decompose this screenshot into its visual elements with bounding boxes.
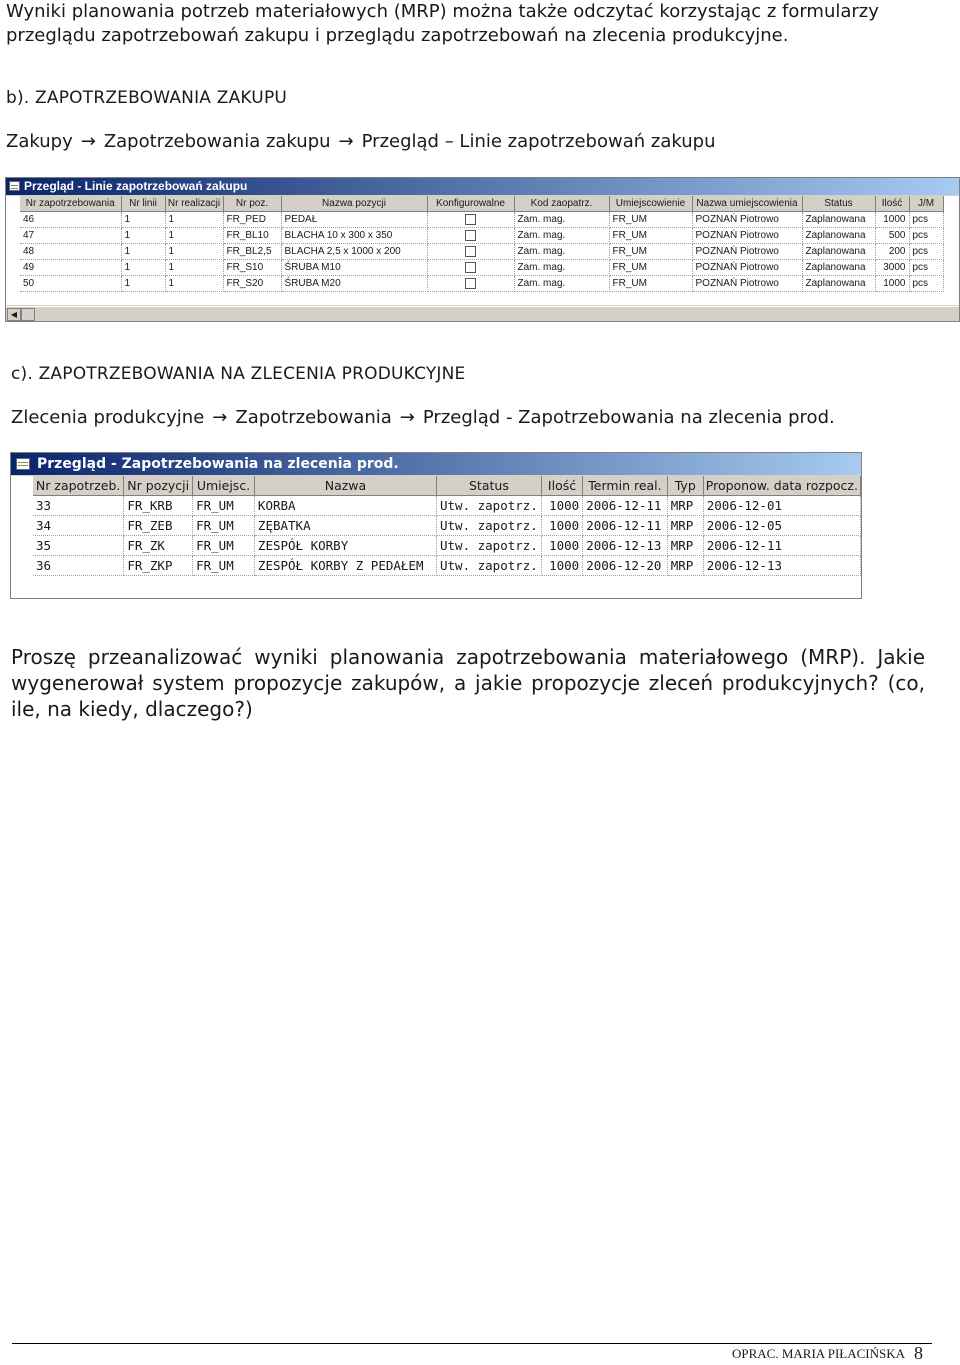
table-cell[interactable]: KORBA bbox=[254, 496, 436, 516]
table-cell[interactable]: Zaplanowana bbox=[802, 212, 875, 228]
configurable-cell[interactable] bbox=[427, 276, 514, 292]
table-cell[interactable]: 1000 bbox=[541, 496, 582, 516]
table-cell[interactable]: 3000 bbox=[875, 260, 909, 276]
column-header[interactable]: Nr zapotrzebowania bbox=[20, 196, 121, 212]
table-cell[interactable]: 33 bbox=[33, 496, 124, 516]
table-cell[interactable]: MRP bbox=[667, 536, 703, 556]
column-header[interactable]: Status bbox=[802, 196, 875, 212]
table-cell[interactable]: 47 bbox=[20, 228, 121, 244]
table-cell[interactable]: FR_UM bbox=[609, 228, 692, 244]
table-cell[interactable]: 500 bbox=[875, 228, 909, 244]
table-cell[interactable]: Zam. mag. bbox=[514, 212, 609, 228]
table-row[interactable] bbox=[33, 536, 861, 556]
arrow-icon: → bbox=[399, 407, 415, 428]
section-b-heading: b). ZAPOTRZEBOWANIA ZAKUPU bbox=[6, 88, 288, 108]
table-cell[interactable]: 46 bbox=[20, 212, 121, 228]
table-cell[interactable]: ZESPÓŁ KORBY bbox=[254, 536, 436, 556]
table-cell[interactable]: 1 bbox=[121, 212, 165, 228]
table-cell[interactable]: Zaplanowana bbox=[802, 228, 875, 244]
table-cell[interactable]: FR_ZKP bbox=[124, 556, 193, 576]
table-cell[interactable]: 50 bbox=[20, 276, 121, 292]
configurable-checkbox[interactable] bbox=[465, 262, 476, 273]
table-cell[interactable]: Zam. mag. bbox=[514, 244, 609, 260]
configurable-checkbox[interactable] bbox=[465, 230, 476, 241]
table-cell[interactable]: 1 bbox=[165, 260, 223, 276]
table-cell[interactable]: 34 bbox=[33, 516, 124, 536]
table-cell[interactable]: 1 bbox=[165, 244, 223, 260]
table-cell[interactable]: 2006-12-11 bbox=[583, 516, 668, 536]
table-cell[interactable]: FR_BL10 bbox=[223, 228, 281, 244]
table-cell[interactable]: Zaplanowana bbox=[802, 260, 875, 276]
table-cell[interactable]: POZNAŃ Piotrowo bbox=[692, 212, 802, 228]
table-cell[interactable]: 2006-12-20 bbox=[583, 556, 668, 576]
path-step: Przegląd – Linie zapotrzebowań zakupu bbox=[361, 131, 716, 152]
table-cell[interactable]: 2006-12-01 bbox=[703, 496, 860, 516]
table-cell[interactable]: pcs bbox=[909, 276, 943, 292]
table-cell[interactable]: FR_UM bbox=[193, 536, 255, 556]
window-form-icon bbox=[16, 458, 30, 470]
window-titlebar[interactable] bbox=[6, 178, 959, 195]
column-header[interactable]: Nr pozycji bbox=[124, 476, 193, 496]
column-header[interactable]: Termin real. bbox=[583, 476, 668, 496]
horizontal-scrollbar[interactable] bbox=[6, 306, 959, 321]
question-paragraph: Proszę przeanalizować wyniki planowania zapotrzebowania materiałowego (MRP). Jakie wygenerował system propozycje zakupów, a jakie propozycje zleceń produkcyjnych? (co, ile, na kiedy, dlaczego?) bbox=[11, 645, 925, 721]
column-header[interactable]: Typ bbox=[667, 476, 703, 496]
table-cell[interactable]: 2006-12-11 bbox=[703, 536, 860, 556]
production-requirements-table bbox=[33, 476, 861, 576]
table-cell[interactable]: 1000 bbox=[875, 276, 909, 292]
production-requirements-window bbox=[10, 452, 862, 599]
path-step: Zapotrzebowania bbox=[235, 407, 392, 428]
column-header[interactable]: Umiejscowienie bbox=[609, 196, 692, 212]
table-row[interactable] bbox=[33, 516, 861, 536]
table-cell[interactable]: 1000 bbox=[541, 536, 582, 556]
configurable-checkbox[interactable] bbox=[465, 278, 476, 289]
table-cell[interactable]: 1 bbox=[121, 260, 165, 276]
table-cell[interactable]: POZNAŃ Piotrowo bbox=[692, 260, 802, 276]
table-cell[interactable]: POZNAŃ Piotrowo bbox=[692, 276, 802, 292]
table-cell[interactable]: POZNAŃ Piotrowo bbox=[692, 228, 802, 244]
footer-author: OPRAC. MARIA PIŁACIŃSKA bbox=[732, 1346, 905, 1361]
table-cell[interactable]: 48 bbox=[20, 244, 121, 260]
column-header[interactable]: Ilość bbox=[875, 196, 909, 212]
table-cell[interactable]: 1000 bbox=[541, 556, 582, 576]
table-cell[interactable]: FR_ZK bbox=[124, 536, 193, 556]
table-cell[interactable]: 49 bbox=[20, 260, 121, 276]
table-cell[interactable]: 2006-12-13 bbox=[583, 536, 668, 556]
table-cell[interactable]: FR_S10 bbox=[223, 260, 281, 276]
column-header[interactable]: Umiejsc. bbox=[193, 476, 255, 496]
table-cell[interactable]: Zam. mag. bbox=[514, 260, 609, 276]
section-c-heading: c). ZAPOTRZEBOWANIA NA ZLECENIA PRODUKCYJNE bbox=[11, 364, 466, 384]
table-cell[interactable]: 35 bbox=[33, 536, 124, 556]
table-cell[interactable]: Zam. mag. bbox=[514, 276, 609, 292]
configurable-cell[interactable] bbox=[427, 260, 514, 276]
table-cell[interactable]: BLACHA 2,5 x 1000 x 200 bbox=[281, 244, 427, 260]
table-cell[interactable]: BLACHA 10 x 300 x 350 bbox=[281, 228, 427, 244]
table-cell[interactable]: 1 bbox=[121, 276, 165, 292]
arrow-icon: → bbox=[212, 407, 228, 428]
table-cell[interactable]: ZESPÓŁ KORBY Z PEDAŁEM bbox=[254, 556, 436, 576]
page-number: 8 bbox=[914, 1343, 923, 1363]
table-cell[interactable]: Zaplanowana bbox=[802, 244, 875, 260]
table-cell[interactable]: Zam. mag. bbox=[514, 228, 609, 244]
window-title: Przegląd - Linie zapotrzebowań zakupu bbox=[24, 179, 248, 193]
table-cell[interactable]: Utw. zapotrz. bbox=[437, 496, 542, 516]
column-header[interactable]: Nr linii bbox=[121, 196, 165, 212]
column-header[interactable]: Ilość bbox=[541, 476, 582, 496]
table-cell[interactable]: MRP bbox=[667, 516, 703, 536]
section-c-menu-path bbox=[11, 407, 835, 428]
configurable-cell[interactable] bbox=[427, 228, 514, 244]
table-cell[interactable]: FR_UM bbox=[609, 244, 692, 260]
table-cell[interactable]: 1 bbox=[165, 276, 223, 292]
table-cell[interactable]: 1000 bbox=[541, 516, 582, 536]
table-cell[interactable]: Utw. zapotrz. bbox=[437, 536, 542, 556]
table-cell[interactable]: pcs bbox=[909, 212, 943, 228]
configurable-cell[interactable] bbox=[427, 244, 514, 260]
table-header-row bbox=[33, 476, 861, 496]
grid-area bbox=[11, 476, 861, 598]
window-form-icon bbox=[9, 181, 20, 191]
table-cell[interactable]: pcs bbox=[909, 244, 943, 260]
purchase-requirements-table bbox=[20, 196, 944, 292]
table-cell[interactable]: FR_UM bbox=[609, 276, 692, 292]
table-cell[interactable]: POZNAŃ Piotrowo bbox=[692, 244, 802, 260]
path-step: Zlecenia produkcyjne bbox=[11, 407, 205, 428]
configurable-checkbox[interactable] bbox=[465, 246, 476, 257]
intro-paragraph: Wyniki planowania potrzeb materiałowych (MRP) można także odczytać korzystając z formularzy przeglądu zapotrzebowań zakupu i przeglądu zapotrzebowań na zlecenia produkcyjne. bbox=[6, 1, 879, 46]
table-cell[interactable]: 2006-12-11 bbox=[583, 496, 668, 516]
table-cell[interactable]: MRP bbox=[667, 556, 703, 576]
table-cell[interactable]: FR_ZEB bbox=[124, 516, 193, 536]
table-cell[interactable]: 200 bbox=[875, 244, 909, 260]
table-header-row bbox=[20, 196, 943, 212]
table-cell[interactable]: 2006-12-05 bbox=[703, 516, 860, 536]
arrow-icon: → bbox=[338, 131, 354, 152]
table-cell[interactable]: FR_UM bbox=[193, 556, 255, 576]
column-header[interactable]: Nazwa pozycji bbox=[281, 196, 427, 212]
table-cell[interactable]: FR_KRB bbox=[124, 496, 193, 516]
table-cell[interactable]: ŚRUBA M10 bbox=[281, 260, 427, 276]
table-cell[interactable]: 1 bbox=[121, 244, 165, 260]
table-cell[interactable]: FR_BL2,5 bbox=[223, 244, 281, 260]
window-title: Przegląd - Zapotrzebowania na zlecenia prod. bbox=[37, 456, 399, 472]
path-step: Zapotrzebowania zakupu bbox=[103, 131, 331, 152]
table-cell[interactable]: FR_UM bbox=[609, 260, 692, 276]
table-cell[interactable]: 1000 bbox=[875, 212, 909, 228]
table-cell[interactable]: FR_UM bbox=[193, 496, 255, 516]
table-cell[interactable]: FR_PED bbox=[223, 212, 281, 228]
table-cell[interactable]: FR_UM bbox=[609, 212, 692, 228]
table-row[interactable] bbox=[20, 260, 943, 276]
path-step: Przegląd - Zapotrzebowania na zlecenia prod. bbox=[422, 407, 835, 428]
table-cell[interactable]: 1 bbox=[165, 228, 223, 244]
column-header[interactable]: Status bbox=[437, 476, 542, 496]
table-cell[interactable]: PEDAŁ bbox=[281, 212, 427, 228]
column-header[interactable]: Nazwa bbox=[254, 476, 436, 496]
column-header[interactable]: Nazwa umiejscowienia bbox=[692, 196, 802, 212]
column-header[interactable]: J/M bbox=[909, 196, 943, 212]
table-cell[interactable]: MRP bbox=[667, 496, 703, 516]
table-cell[interactable]: pcs bbox=[909, 260, 943, 276]
table-cell[interactable]: ZĘBATKA bbox=[254, 516, 436, 536]
table-row[interactable] bbox=[20, 228, 943, 244]
purchase-requirements-window bbox=[5, 177, 960, 322]
table-row-selected[interactable] bbox=[33, 556, 861, 576]
scroll-thumb[interactable] bbox=[21, 308, 35, 321]
table-row[interactable] bbox=[20, 244, 943, 260]
table-cell[interactable]: 1 bbox=[165, 212, 223, 228]
table-cell[interactable]: FR_UM bbox=[193, 516, 255, 536]
column-header[interactable]: Nr zapotrzeb. bbox=[33, 476, 124, 496]
column-header[interactable]: Nr poz. bbox=[223, 196, 281, 212]
column-header[interactable]: Kod zaopatrz. bbox=[514, 196, 609, 212]
table-cell[interactable]: 36 bbox=[33, 556, 124, 576]
table-cell[interactable]: Utw. zapotrz. bbox=[437, 516, 542, 536]
table-cell[interactable]: ŚRUBA M20 bbox=[281, 276, 427, 292]
arrow-icon: → bbox=[80, 131, 96, 152]
window-titlebar[interactable] bbox=[11, 453, 861, 475]
column-header[interactable]: Proponow. data rozpocz. bbox=[703, 476, 860, 496]
configurable-cell[interactable] bbox=[427, 212, 514, 228]
scroll-left-icon[interactable]: ◀ bbox=[7, 308, 21, 321]
section-b-menu-path bbox=[6, 131, 715, 152]
table-cell[interactable]: FR_S20 bbox=[223, 276, 281, 292]
table-row[interactable] bbox=[33, 496, 861, 516]
path-step: Zakupy bbox=[6, 131, 73, 152]
table-row[interactable] bbox=[20, 212, 943, 228]
table-cell[interactable]: Utw. zapotrz. bbox=[437, 556, 542, 576]
table-cell[interactable]: 2006-12-13 bbox=[703, 556, 860, 576]
table-row-selected[interactable] bbox=[20, 276, 943, 292]
footer-divider bbox=[12, 1343, 932, 1344]
table-cell[interactable]: Zaplanowana bbox=[802, 276, 875, 292]
column-header[interactable]: Nr realizacji bbox=[165, 196, 223, 212]
column-header[interactable]: Konfigurowalne bbox=[427, 196, 514, 212]
table-cell[interactable]: pcs bbox=[909, 228, 943, 244]
table-cell[interactable]: 1 bbox=[121, 228, 165, 244]
configurable-checkbox[interactable] bbox=[465, 214, 476, 225]
grid-area bbox=[6, 196, 959, 305]
